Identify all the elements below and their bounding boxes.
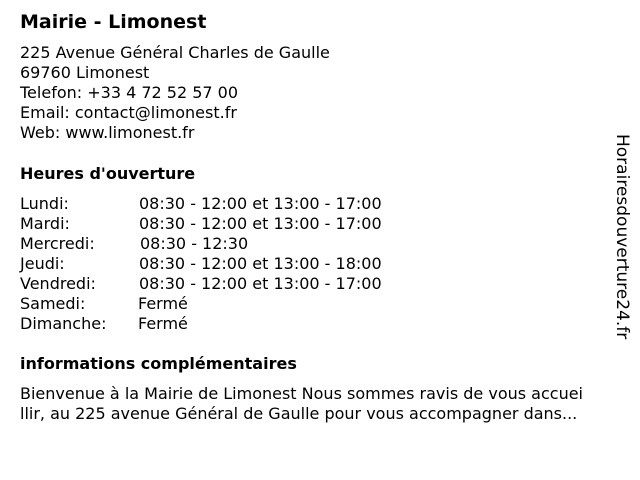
hours-value: Fermé [138,294,188,313]
address-city: 69760 Limonest [20,63,150,82]
address-street: 225 Avenue Général Charles de Gaulle [20,43,330,62]
hours-value: 08:30 - 12:00 et 13:00 - 17:00 [139,194,382,213]
contact-block [20,43,330,143]
hours-value: 08:30 - 12:30 [140,234,249,253]
day-label: Jeudi: [20,254,65,273]
hours-value: Fermé [138,314,188,333]
hours-value: 08:30 - 12:00 et 13:00 - 18:00 [139,254,382,273]
day-label: Samedi: [20,294,86,313]
page-title: Mairie - Limonest [20,11,207,33]
additional-info-text [20,384,625,424]
watermark [610,134,634,350]
day-label: Dimanche: [20,314,107,333]
day-label: Vendredi: [20,274,96,293]
hours-value: 08:30 - 12:00 et 13:00 - 17:00 [139,274,382,293]
email-line: Email: contact@limonest.fr [20,103,237,122]
opening-hours-heading: Heures d'ouverture [20,164,196,183]
day-label: Mercredi: [20,234,95,253]
info-line-2: llir, au 225 avenue Général de Gaulle pour vous accompagner dans... [20,404,578,423]
additional-info-heading: informations complémentaires [20,354,297,373]
web-line: Web: www.limonest.fr [20,123,195,142]
phone-line: Telefon: +33 4 72 52 57 00 [20,83,239,102]
day-label: Mardi: [20,214,70,233]
watermark-text: Horairesdouverture24.fr [612,134,632,340]
hours-value: 08:30 - 12:00 et 13:00 - 17:00 [139,214,382,233]
info-line-1: Bienvenue à la Mairie de Limonest Nous sommes ravis de vous accuei [20,384,583,403]
day-label: Lundi: [20,194,69,213]
